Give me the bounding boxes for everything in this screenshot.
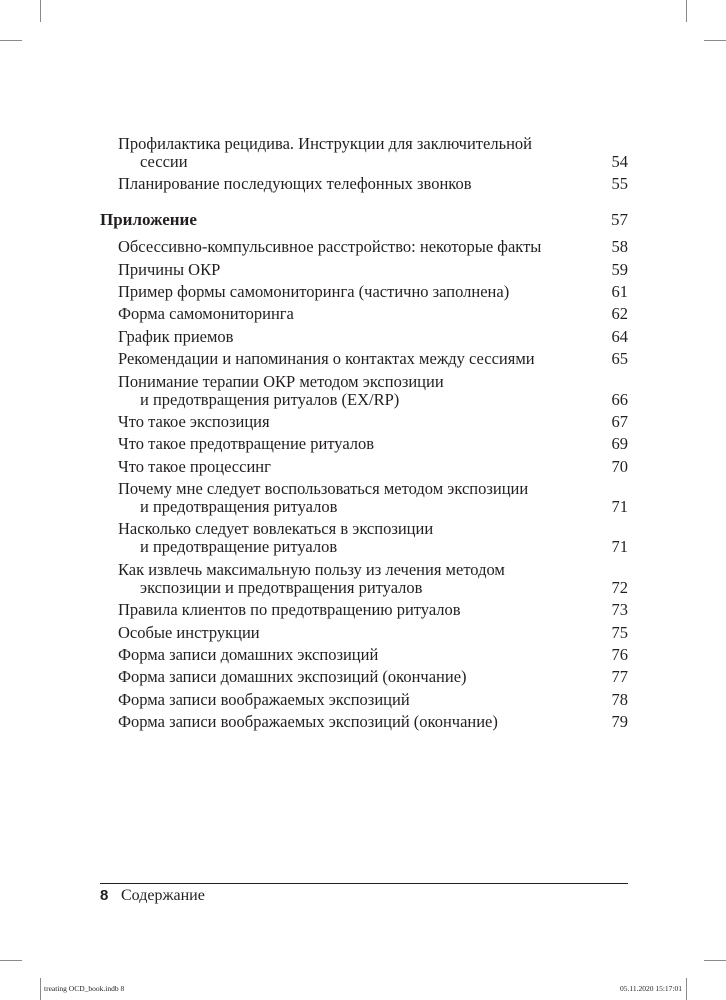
toc-entry-line: Понимание терапии ОКР методом экспозиции <box>118 371 444 391</box>
crop-mark <box>0 960 22 961</box>
toc-entry-line: Особые инструкции <box>118 622 260 642</box>
section-title: Приложение <box>100 209 197 229</box>
toc-entry-title <box>100 561 628 597</box>
toc-entry-line: Обсессивно-компульсивное расстройство: некоторые факты <box>118 237 542 257</box>
section-page-number: 57 <box>611 209 628 229</box>
toc-entry-title <box>100 691 628 709</box>
toc-entry-title <box>100 350 628 368</box>
print-slug-left: treating OCD_book.indb 8 <box>44 984 125 993</box>
toc-entry-line: Что такое предотвращение ритуалов <box>118 434 375 454</box>
toc-entry <box>100 175 628 193</box>
toc-entry-line: Как извлечь максимальную пользу из лечения методом <box>118 559 505 579</box>
toc-entry-title <box>100 646 628 664</box>
toc-entry-line: Что такое экспозиция <box>118 411 270 431</box>
toc-section-entries <box>100 238 628 731</box>
toc-entry-line: Правила клиентов по предотвращению ритуалов <box>118 600 461 620</box>
toc-entry <box>100 668 628 686</box>
toc-entry <box>100 713 628 731</box>
toc-entry-line: График приемов <box>118 326 234 346</box>
toc-entry-title <box>100 668 628 686</box>
toc-entry-page-number: 61 <box>611 281 628 301</box>
toc-entry-page-number: 78 <box>611 689 628 709</box>
toc-entry-page-number: 58 <box>611 237 628 257</box>
crop-mark <box>704 960 726 961</box>
crop-mark <box>40 978 41 1000</box>
toc-entry-page-number: 66 <box>611 389 628 409</box>
toc-entry-line: Форма записи домашних экспозиций (окончание) <box>118 667 467 687</box>
toc-entry-page-number: 71 <box>611 537 628 557</box>
toc-entry-title <box>100 305 628 323</box>
toc-entry-title <box>100 261 628 279</box>
toc-entry-line: Профилактика рецидива. Инструкции для заключительной <box>118 134 533 153</box>
toc-section-heading <box>100 211 628 229</box>
toc-entry-line: Рекомендации и напоминания о контактах между сессиями <box>118 349 535 369</box>
crop-mark <box>40 0 41 22</box>
toc-entry <box>100 413 628 431</box>
toc-entry-line: экспозиции и предотвращения ритуалов <box>140 577 423 597</box>
toc-entry-title <box>100 435 628 453</box>
toc-entry-line: Что такое процессинг <box>118 456 271 476</box>
toc-entry-line: Форма записи домашних экспозиций <box>118 645 379 665</box>
crop-mark <box>686 0 687 22</box>
toc-entry <box>100 561 628 597</box>
toc-entry-page-number: 75 <box>611 622 628 642</box>
toc-entry-page-number: 65 <box>611 349 628 369</box>
toc-entry-title <box>100 175 628 193</box>
toc-entry-title <box>100 458 628 476</box>
print-slug-right: 05.11.2020 15:17:01 <box>619 984 682 993</box>
crop-mark <box>686 978 687 1000</box>
toc-entry-line: сессии <box>140 152 188 171</box>
toc-entry-title <box>100 624 628 642</box>
toc-entry-page-number: 55 <box>611 174 628 194</box>
toc-entry <box>100 328 628 346</box>
toc-entry-line: Причины ОКР <box>118 259 221 279</box>
toc-entry-page-number: 62 <box>611 304 628 324</box>
toc-entry-title <box>100 238 628 256</box>
toc-entry-page-number: 76 <box>611 645 628 665</box>
crop-mark <box>0 40 22 41</box>
toc-entry-line: и предотвращения ритуалов (EX/RP) <box>140 389 400 409</box>
toc-entry <box>100 350 628 368</box>
toc-entry <box>100 261 628 279</box>
toc-entry-line: Форма записи воображаемых экспозиций <box>118 689 410 709</box>
crop-mark <box>704 40 726 41</box>
footer-rule <box>100 883 628 884</box>
toc-entry-title <box>100 373 628 409</box>
toc-entry <box>100 601 628 619</box>
toc-entry <box>100 373 628 409</box>
toc-entry-line: Пример формы самомониторинга (частично заполнена) <box>118 281 510 301</box>
toc-top-entries <box>100 135 628 193</box>
toc-entry-title <box>100 283 628 301</box>
toc-entry <box>100 435 628 453</box>
toc-entry <box>100 305 628 323</box>
toc-entry-title <box>100 135 628 171</box>
toc-entry <box>100 520 628 556</box>
toc-entry-line: и предотвращение ритуалов <box>140 537 338 557</box>
toc-entry-line: Планирование последующих телефонных звонков <box>118 174 472 194</box>
toc-entry <box>100 480 628 516</box>
toc-entry <box>100 646 628 664</box>
toc-entry <box>100 238 628 256</box>
running-head: Содержание <box>121 887 205 904</box>
toc-entry-page-number: 54 <box>611 152 628 171</box>
toc-entry-page-number: 64 <box>611 326 628 346</box>
toc-entry <box>100 624 628 642</box>
toc-entry-title <box>100 328 628 346</box>
toc-entry-page-number: 73 <box>611 600 628 620</box>
toc-entry <box>100 458 628 476</box>
toc-entry <box>100 691 628 709</box>
toc-entry-title <box>100 520 628 556</box>
toc-entry-title <box>100 480 628 516</box>
toc-entry-page-number: 72 <box>611 577 628 597</box>
toc-entry-page-number: 71 <box>611 497 628 517</box>
toc-entry-page-number: 69 <box>611 434 628 454</box>
toc-entry <box>100 283 628 301</box>
toc-entry-page-number: 59 <box>611 259 628 279</box>
toc-entry-page-number: 77 <box>611 667 628 687</box>
toc-entry-page-number: 70 <box>611 456 628 476</box>
toc-entry-line: Почему мне следует воспользоваться методом экспозиции <box>118 479 529 499</box>
toc-entry-page-number: 67 <box>611 411 628 431</box>
toc-entry-title <box>100 601 628 619</box>
toc-entry-line: и предотвращения ритуалов <box>140 497 338 517</box>
toc-entry-page-number: 79 <box>611 712 628 732</box>
toc-entry-title <box>100 713 628 731</box>
toc-entry-line: Насколько следует вовлекаться в экспозиции <box>118 519 434 539</box>
toc-entry <box>100 135 628 171</box>
page-number: 8 <box>100 887 109 904</box>
toc-entry-title <box>100 413 628 431</box>
table-of-contents <box>100 135 628 736</box>
toc-entry-line: Форма самомониторинга <box>118 304 294 324</box>
toc-entry-line: Форма записи воображаемых экспозиций (окончание) <box>118 712 498 732</box>
